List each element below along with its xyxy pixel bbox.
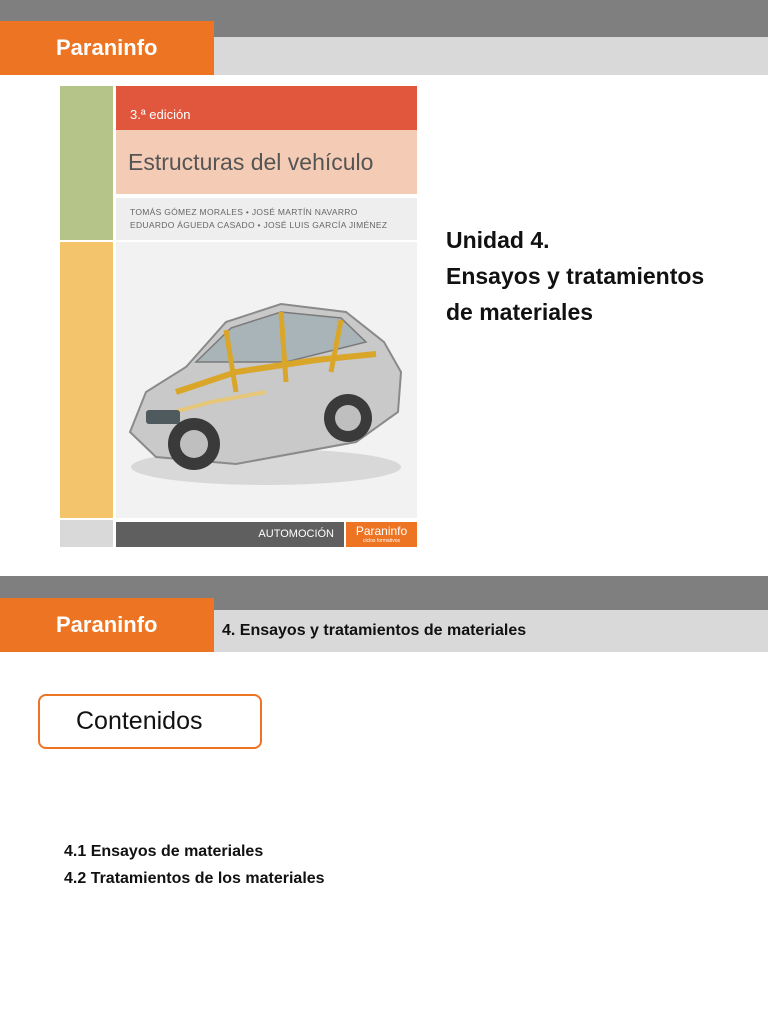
cover-publisher-logo [346,522,417,547]
table-of-contents [64,838,325,892]
car-illustration [116,242,417,518]
cover-authors [116,198,417,240]
cover-authors-line-1: TOMÁS GÓMEZ MORALES • JOSÉ MARTÍN NAVARRO [130,207,358,217]
contents-heading: Contenidos [38,694,262,749]
cover-publisher-name: Paraninfo [355,524,408,538]
slide-gap [0,548,768,576]
unit-title-line-2: Ensayos y tratamientos [446,263,705,289]
book-cover [60,86,417,547]
cover-band-yellow [60,242,113,518]
toc-item: 4.1 Ensayos de materiales [64,843,264,860]
unit-title [446,222,756,330]
section-title: 4. Ensayos y tratamientos de materiales [222,622,527,639]
cover-authors-line-2: EDUARDO ÁGUEDA CASADO • JOSÉ LUIS GARCÍA JIMÉNEZ [130,220,388,230]
cover-collection: AUTOMOCIÓN [116,522,344,547]
slide-2 [0,576,768,1024]
car-cutaway-icon [116,242,417,518]
cover-title: Estructuras del vehículo [116,130,417,194]
brand-logo: Paraninfo [0,598,214,652]
unit-title-line-1: Unidad 4. [446,227,550,253]
toc-item: 4.2 Tratamientos de los materiales [64,870,325,887]
cover-band-green [60,86,113,240]
cover-edition: 3.ª edición [116,86,417,130]
unit-title-line-3: de materiales [446,299,594,325]
cover-publisher-sub: ciclos formativos [363,538,400,544]
cover-band-gray [60,520,113,547]
brand-logo: Paraninfo [0,21,214,75]
